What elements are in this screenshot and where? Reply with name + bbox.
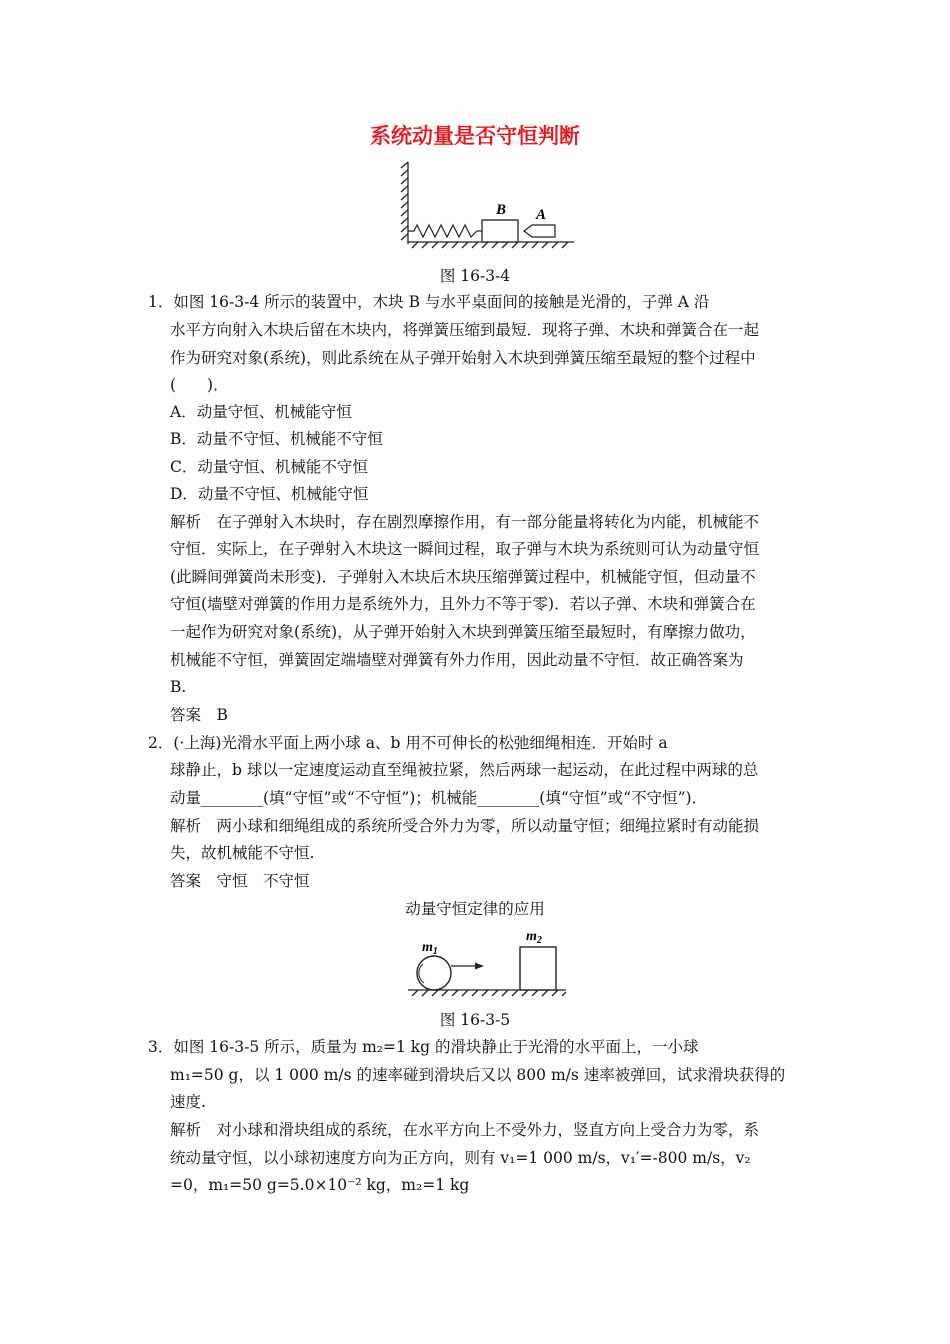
q1-analysis: 一起作为研究对象(系统)，从子弹开始射入木块到弹簧压缩至最短时，有摩擦力做功， [170,623,756,641]
q2-answer: 答案 守恒 不守恒 [170,872,310,890]
label-m2: $m_2$ [526,929,542,946]
q1-line: 水平方向射入木块后留在木块内，将弹簧压缩到最短．现将子弹、木块和弹簧合在一起 [170,321,760,339]
q3-analysis: =0，m₁=50 g=5.0×10⁻² kg，m₂=1 kg [170,1176,470,1194]
block-m2 [520,947,556,990]
q2-analysis: 解析 两小球和细绳组成的系统所受合外力为零，所以动量守恒；细绳拉紧时有动能损 [170,817,760,835]
floor [408,990,566,996]
ball-m1 [417,956,451,990]
label-a: A [536,207,547,223]
q1-analysis: (此瞬间弹簧尚未形变)．子弹射入木块后木块压缩弹簧过程中，机械能守恒，但动量不 [170,568,756,586]
page-title: 系统动量是否守恒判断 [370,124,580,148]
q3-line: m₁=50 g，以 1 000 m/s 的速率碰到滑块后又以 800 m/s 速率被弹回，试求滑块获得的 [170,1066,786,1084]
floor [408,242,574,248]
bullet-a [524,225,555,237]
q3-analysis: 解析 对小球和滑块组成的系统，在水平方向上不受外力，竖直方向上受合力为零，系 [170,1121,760,1139]
q1-analysis: 机械能不守恒，弹簧固定端墙壁对弹簧有外力作用，因此动量不守恒．故正确答案为 [170,651,744,669]
q2-line: 球静止，b 球以一定速度运动直至绳被拉紧，然后两球一起运动，在此过程中两球的总 [170,761,759,779]
q3-analysis: 统动量守恒，以小球初速度方向为正方向，则有 v₁=1 000 m/s，v₁′=-800 m/s，v₂ [170,1149,751,1167]
figure-caption: 图 16-3-5 [439,1011,511,1029]
label-b: B [496,202,507,218]
label-m1: $m_1$ [422,940,438,957]
q1-analysis: 守恒(墙壁对弹簧的作用力是系统外力，且外力不等于零)．若以子弹、木块和弹簧合在 [170,595,756,613]
block-b [482,220,518,242]
q1-analysis: 守恒．实际上，在子弹射入木块这一瞬间过程，取子弹与木块为系统则可认为动量守恒 [170,540,760,558]
q2-line: 2．(·上海)光滑水平面上两小球 a、b 用不可伸长的松弛细绳相连．开始时 a [148,734,668,752]
q2-analysis: 失，故机械能不守恒. [170,844,315,862]
q3-line: 3．如图 16-3-5 所示，质量为 m₂=1 kg 的滑块静止于光滑的水平面上，一小球 [148,1038,699,1056]
q1-option-c: C．动量守恒、机械能不守恒 [170,458,368,476]
q3-line: 速度. [170,1093,206,1111]
ball-block-figure [404,924,570,1000]
q1-analysis: B. [170,678,187,696]
wall [401,162,408,244]
q1-analysis: 解析 在子弹射入木块时，存在剧烈摩擦作用，有一部分能量将转化为内能，机械能不 [170,513,760,531]
q1-line: ( )． [170,376,229,394]
q1-option-b: B．动量不守恒、机械能不守恒 [170,430,383,448]
spring [408,225,482,237]
q1-option-d: D．动量不守恒、机械能守恒 [170,485,369,503]
q2-line: 动量________(填“守恒”或“不守恒”)；机械能________(填“守恒”或“不守恒”)． [170,789,708,807]
spring-block-figure [398,158,578,250]
q1-line: 1．如图 16-3-4 所示的装置中，木块 B 与水平桌面间的接触是光滑的，子弹 A 沿 [148,293,710,311]
q1-line: 作为研究对象(系统)，则此系统在从子弹开始射入木块到弹簧压缩至最短的整个过程中 [170,349,756,367]
section-heading: 动量守恒定律的应用 [405,900,545,918]
q1-answer: 答案 B [170,706,228,724]
q1-option-a: A．动量守恒、机械能守恒 [170,403,352,421]
figure-caption: 图 16-3-4 [439,267,511,285]
